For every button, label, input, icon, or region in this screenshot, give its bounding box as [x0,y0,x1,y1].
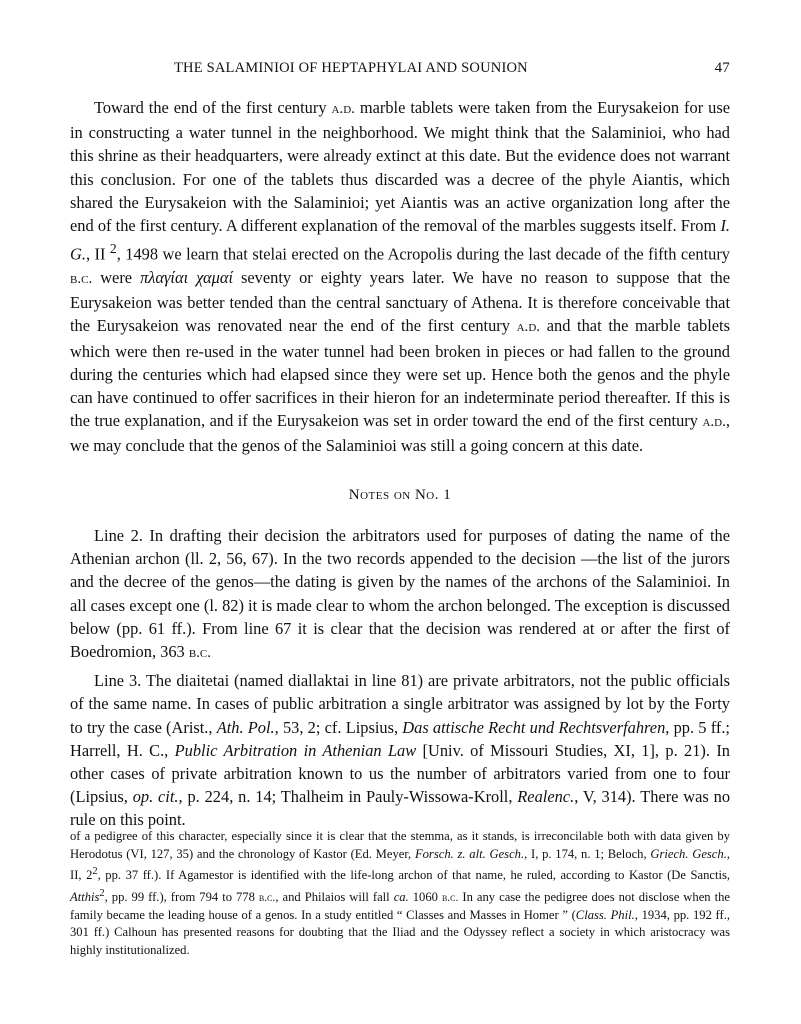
era-abbrev: b.c. [70,270,93,287]
era-abbrev: a.d. [516,319,541,336]
era-abbrev: a.d. [702,414,726,431]
citation-ig: I. G. [70,216,730,264]
section-heading: Notes on No. 1 [348,487,452,503]
running-header [70,60,730,82]
notes-section [70,524,730,832]
era-abbrev: b.c. [441,891,459,905]
note-line-2: Line 2. In drafting their decision the arbitrators used for purposes of dating the name of the Athenian archon (ll. 2, 56, 67). In the two records appended to the decision —the list of the jurors and the decree of the genos—the dating is given by the names of the archons of the Salaminioi. In all cases except one (l. 82) it is made clear to whom the archon belonged. The exception is discussed below (pp. 61 ff.). From line 67 it is clear that the decision was rendered at or after the first of Boedromion, 363 b.c. [70,526,730,662]
era-abbrev: b.c. [188,645,212,662]
note-line-3: Line 3. The diaitetai (named diallaktai in line 81) are private arbitrators, not the public officials of the same name. In cases of public arbitration a single arbitrator was assigned by lot by the Forty to try the case (Arist., Ath. Pol., 53, 2; cf. Lipsius, Das attische Recht und Rechtsverfahren, pp. 5 ff.; Harrell, H. C., Public Arbitration in Athenian Law [Univ. of Missouri Studies, XI, 1], p. 21). In other cases of private arbitration known to us the number of arbitrators varied from one to four (Lipsius, op. cit., p. 224, n. 14; Thalheim in Pauly-Wissowa-Kroll, Realenc., V, 314). There was no rule on this point. [70,671,731,830]
main-paragraph [70,96,730,458]
footnote-paragraph: of a pedigree of this character, especially since it is clear that the stemma, as it stands, is irreconcilable both with data given by Herodotus (VI, 127, 35) and the chronology of Kastor (Ed. Meyer, Forsch. z. alt. Gesch., I, p. 174, n. 1; Beloch, Griech. Gesch., II, $2^2$, pp. 37 ff.). If Agamestor is identified with the life-long archon of that name, he ruled, according to Kastor (De Sanctis, Atthis$^2$, pp. 99 ff.), from 794 to 778 b.c., and Philaios will fall ca. 1060 b.c. In any case the pedigree does not disclose when the family became the leading house of a genos. In a study entitled “ Classes and Masses in Homer ” (Class. Phil., 1934, pp. 192 ff., 301 ff.) Calhoun has presented reasons for doubting that the Iliad and the Odyssey reflect a society in which aristocracy was highly institutionalized. [70,829,731,957]
running-title: THE SALAMINIOI OF HEPTAPHYLAI AND SOUNION [174,60,528,76]
greek-phrase: πλαγίαι χαμαί [140,267,233,287]
footnote [70,828,730,960]
page-number: 47 [714,60,730,76]
heading-number: 1 [443,487,452,503]
paragraph-eurysakeion: Toward the end of the first century a.d. marble tablets were taken from the Eurysakeion for use in constructing a water tunnel in the neighborhood. We might think that the Salaminioi, who had this shrine as their headquarters, were already extinct at this date. But the evidence does not warrant this conclusion. For one of the tablets thus discarded was a decree of the phyle Aiantis, which shared the Eurysakeion with the Salaminioi; yet Aiantis was an active organization long after the end of the first century. A different explanation of the removal of the marbles suggests itself. From I. G., II $^2$, 1498 we learn that stelai erected on the Acropolis during the last decade of the fifth century b.c. were πλαγίαι χαμαί seventy or eighty years later. We have no reason to suppose that the Eurysakeion was better tended than the central sanctuary of Athena. It is therefore conceivable that the Eurysakeion was renovated near the end of the first century a.d. and that the marble tablets which were then re-used in the water tunnel had been broken in pieces or had fallen to the ground during the centuries which had elapsed since they were set up. Hence both the genos and the phyle can have continued to offer sacrifices in their hieron for an indeterminate period thereafter. If this is the true explanation, and if the Eurysakeion was set in order toward the end of the first century a.d., we may conclude that the genos of the Salaminioi was still a going concern at this date. [70,98,730,456]
era-abbrev: b.c. [258,891,276,905]
era-abbrev: a.d. [331,101,355,117]
